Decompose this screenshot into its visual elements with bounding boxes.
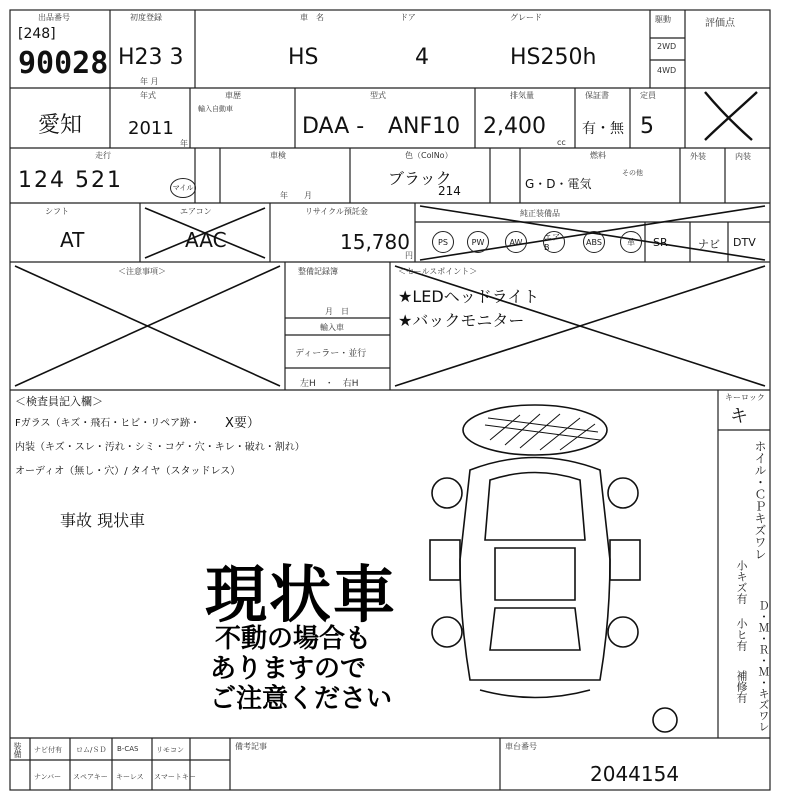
- warning-title: 現状車: [205, 558, 398, 631]
- mileage-label: 走行: [95, 151, 111, 160]
- equip-aw: AW: [505, 231, 527, 253]
- equip-ps: PS: [432, 231, 454, 253]
- footer-keyless: キーレス: [116, 773, 144, 781]
- sales-point-2: ★バックモニター: [398, 311, 525, 330]
- lot-label: 出品番号: [38, 13, 70, 22]
- warning-line2: ありますので: [210, 654, 367, 684]
- car-name-label: 車 名: [300, 13, 324, 22]
- year-label: 年式: [140, 91, 156, 100]
- door-label: ドア: [400, 13, 416, 22]
- footer-col-label: 装備: [13, 742, 22, 758]
- guarantee-value: 有・無: [582, 121, 624, 137]
- displacement-label: 排気量: [510, 91, 534, 100]
- record-sub: 月 日: [325, 307, 349, 316]
- displacement-value: 2,400: [483, 114, 546, 139]
- equip-leather: 革: [620, 231, 642, 253]
- year-value: 2011: [128, 118, 174, 139]
- key-label: キーロック: [725, 393, 765, 402]
- color-value: ブラック: [388, 169, 452, 188]
- footer-nav: ナビ付有: [34, 746, 62, 754]
- import-label: 車歴: [225, 91, 241, 100]
- lot-bracket: [248]: [18, 26, 56, 42]
- guarantee-label: 保証書: [585, 91, 609, 100]
- handle-value: 左H ・ 右H: [300, 379, 359, 389]
- inspector-line2: 内装（キズ・スレ・汚れ・シミ・コゲ・穴・キレ・破れ・割れ）: [15, 442, 305, 453]
- warning-line3: ご注意ください: [210, 684, 393, 714]
- car-diagram: [430, 405, 677, 732]
- shift-label: シフト: [45, 207, 69, 216]
- first-reg-label: 初度登録: [130, 13, 162, 22]
- ac-label: エアコン: [180, 207, 212, 216]
- fuel-other: その他: [622, 169, 643, 177]
- chassis-label: 車台番号: [505, 742, 537, 751]
- equip-sr: SR: [653, 236, 668, 249]
- seats-value: 5: [640, 114, 654, 139]
- fuel-value: G・D・電気: [525, 177, 592, 191]
- equip-navi: ナビ: [698, 238, 720, 251]
- interior-label: 内装: [735, 152, 751, 161]
- notes-label: ＜注意事項＞: [118, 267, 166, 276]
- handwritten-note: 事故 現状車: [60, 511, 146, 530]
- import-car-value: ディーラー・並行: [295, 349, 367, 359]
- exterior-label: 外装: [690, 152, 706, 161]
- recycle-label: リサイクル預託金: [305, 207, 368, 216]
- key-value: キ: [730, 406, 748, 427]
- car-name-value: HS: [288, 45, 319, 70]
- footer-remote: リモコン: [156, 746, 184, 754]
- import-sub: 輸入自動車: [198, 105, 233, 113]
- recycle-value: 15,780: [340, 230, 410, 254]
- mileage-unit: マイル: [170, 178, 196, 198]
- side-note-4: 小ヒ有: [735, 618, 748, 651]
- first-reg-unit: 年 月: [140, 77, 159, 86]
- model-value: ANF10: [388, 114, 461, 139]
- side-note-3: Ｄ・Ｍ・Ｒ・Ｍ・キズワレ: [757, 600, 770, 732]
- grade-value: HS250h: [510, 45, 597, 70]
- drive-2wd: 2WD: [657, 42, 677, 51]
- chassis-value: 2044154: [590, 762, 680, 786]
- sales-label: ＜セールスポイント＞: [398, 267, 478, 276]
- mileage-value: 124 521: [18, 168, 123, 193]
- footer-spare: スペアキー: [73, 773, 108, 781]
- inspector-line1-mark: X要）: [225, 416, 260, 431]
- drive-label: 駆動: [655, 15, 671, 24]
- inspector-line3: オーディオ（無し・穴）/ タイヤ（スタッドレス）: [15, 466, 241, 477]
- fuel-label: 燃料: [590, 151, 606, 160]
- footer-rom: ロム/ＳＤ: [76, 746, 107, 754]
- score-x-mark: [705, 92, 757, 140]
- drive-4wd: 4WD: [657, 66, 677, 75]
- lot-number: 90028: [18, 46, 109, 81]
- import-car-label: 輸入車: [320, 323, 344, 332]
- grade-label: グレード: [510, 13, 542, 22]
- equip-pw: PW: [467, 231, 489, 253]
- color-code: 214: [438, 184, 461, 198]
- equip-abs: ABS: [583, 231, 605, 253]
- equip-label: 純正装備品: [520, 209, 560, 218]
- region-value: 愛知: [38, 113, 83, 138]
- equip-dtv: DTV: [733, 236, 756, 249]
- shaken-unit: 年 月: [280, 191, 312, 200]
- warning-line1: 不動の場合も: [215, 624, 372, 654]
- ac-value: AAC: [185, 228, 227, 252]
- model-prefix: DAA -: [302, 114, 365, 139]
- footer-smart: スマートキー: [154, 773, 196, 781]
- year-unit: 年: [180, 139, 188, 148]
- equip-airbag: エアB: [543, 231, 565, 253]
- recycle-unit: 円: [405, 251, 413, 260]
- door-value: 4: [415, 45, 429, 70]
- first-reg-value: H23 3: [118, 45, 184, 70]
- side-note-2: 小キズ有: [735, 560, 748, 604]
- displacement-unit: cc: [557, 138, 566, 147]
- side-note-1: ホイル・ＣＰキズワレ: [753, 440, 767, 560]
- record-label: 整備記録簿: [298, 267, 338, 276]
- side-note-5: 補修有: [735, 670, 748, 703]
- shaken-label: 車検: [270, 151, 286, 160]
- seats-label: 定員: [640, 91, 656, 100]
- sales-point-1: ★LEDヘッドライト: [398, 287, 540, 306]
- footer-bcas: B-CAS: [117, 745, 139, 753]
- inspector-title: ＜検査員記入欄＞: [15, 395, 103, 408]
- shift-value: AT: [60, 228, 85, 252]
- color-label: 色（ColNo）: [405, 151, 453, 160]
- model-label: 型式: [370, 91, 386, 100]
- footer-number-plate: ナンバー: [34, 773, 62, 781]
- inspector-line1: Fガラス（キズ・飛石・ヒビ・リペア跡・: [15, 418, 201, 429]
- memo-label: 備考記事: [235, 742, 267, 751]
- score-label: 評価点: [705, 18, 735, 29]
